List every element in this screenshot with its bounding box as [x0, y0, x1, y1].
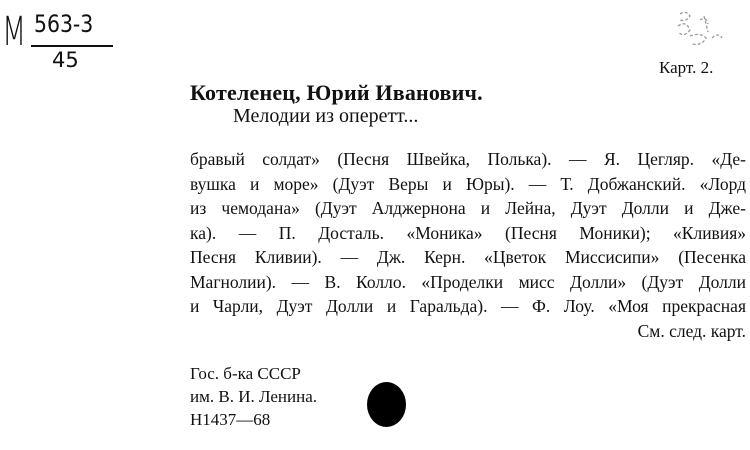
- contents-line: Песня Кливии). — Дж. Керн. «Цветок Миссисипи» (Песенка: [190, 247, 746, 267]
- contents-line: вушка и море» (Дуэт Веры и Юры). — Т. Добжанский. «Лорд: [190, 173, 746, 194]
- contents-line: бравый солдат» (Песня Швейка, Полька). — Я. Цегляр. «Де-: [190, 149, 746, 169]
- library-name-cont: им. В. И. Ленина.: [190, 387, 318, 406]
- contents-note: [190, 147, 746, 343]
- contents-line: Магнолии). — В. Колло. «Проделки мисс Долли» (Дуэт Долли: [190, 271, 746, 292]
- shelfmark-letter: M: [2, 9, 27, 55]
- contents-line: ка). — П. Досталь. «Моника» (Песня Моники); «Кливия»: [190, 222, 746, 243]
- card-number: Карт. 2.: [659, 58, 714, 77]
- pencil-scribble: [660, 6, 730, 56]
- library-name: Гос. б-ка СССР: [190, 364, 301, 383]
- shelfmark-sub: 45: [52, 48, 79, 72]
- shelfmark-number: 563-3: [34, 10, 94, 38]
- ink-blot: [367, 382, 406, 427]
- library-imprint: [190, 362, 317, 431]
- card-code: Н1437—68: [190, 410, 271, 429]
- author-heading: Котеленец, Юрий Иванович.: [190, 80, 483, 105]
- shelfmark-divider: [31, 45, 113, 47]
- continuation-note: См. след. карт.: [637, 320, 746, 341]
- contents-line: из чемодана» (Дуэт Алджернона и Лейна, Дуэт Долли и Дже-: [190, 198, 746, 218]
- contents-line: и Чарли, Дуэт Долли и Гаральда). — Ф. Лоу. «Моя прекрасная: [190, 296, 746, 316]
- work-title: Мелодии из оперетт...: [233, 105, 419, 127]
